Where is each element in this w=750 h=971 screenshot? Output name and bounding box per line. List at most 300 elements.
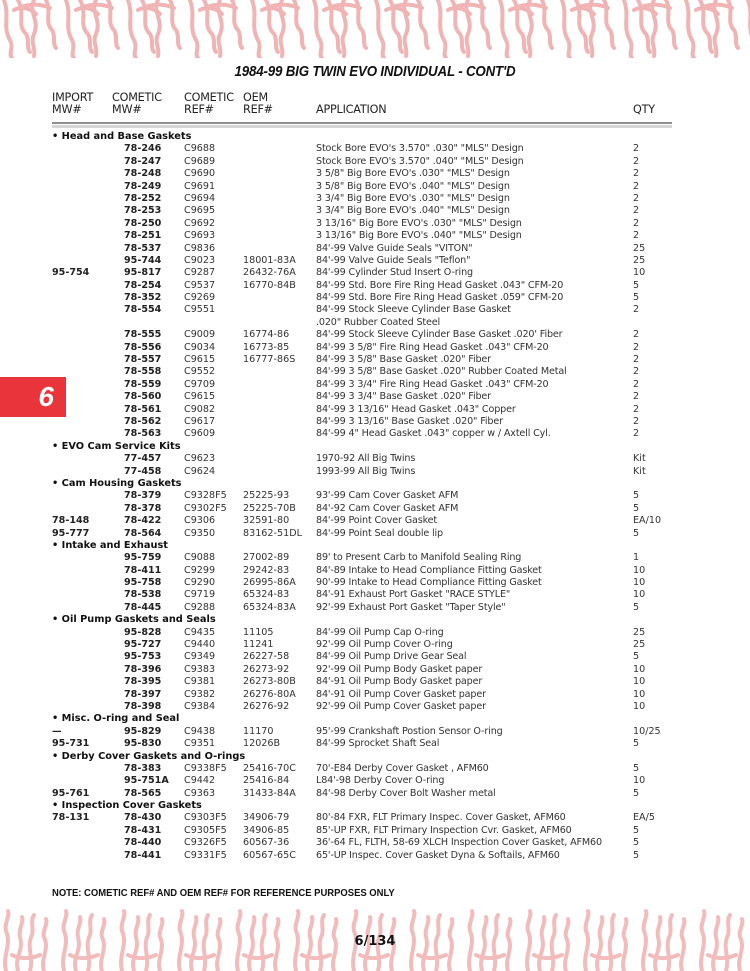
cometic-ref-cell: C9331F5 — [184, 849, 227, 861]
cometic-mw-cell: 78-559 — [124, 378, 162, 390]
application-cell: 84'-99 Point Seal double lip — [316, 527, 443, 539]
cometic-mw-cell: 95-828 — [124, 626, 162, 638]
qty-cell: 10/25 — [633, 725, 661, 737]
qty-cell: 2 — [633, 180, 640, 192]
section-heading: • Oil Pump Gaskets and Seals — [52, 614, 216, 626]
cometic-ref-cell: C9692 — [184, 217, 216, 229]
application-cell: 84'-99 Std. Bore Fire Ring Head Gasket .059" CFM-20 — [316, 292, 564, 304]
cometic-ref-cell: C9382 — [184, 688, 216, 700]
cometic-mw-cell: 78-445 — [124, 601, 162, 613]
application-cell: 90'-99 Intake to Head Compliance Fitting Gasket — [316, 577, 542, 589]
cometic-ref-cell: C9690 — [184, 168, 216, 180]
qty-cell: 10 — [633, 564, 646, 576]
table-row — [52, 627, 692, 639]
application-cell: Stock Bore EVO's 3.570" .030" "MLS" Design — [316, 143, 524, 155]
cometic-ref-cell: C9350 — [184, 527, 216, 539]
cometic-mw-cell: 78-398 — [124, 700, 162, 712]
cometic-ref-cell: C9269 — [184, 292, 216, 304]
qty-cell: 10 — [633, 663, 646, 675]
table-row — [52, 738, 692, 750]
cometic-mw-cell: 78-249 — [124, 180, 162, 192]
cometic-mw-cell: 95-758 — [124, 577, 162, 589]
cometic-ref-cell: C9615 — [184, 354, 216, 366]
cometic-ref-cell: C9551 — [184, 304, 216, 316]
col-oem-ref-line2: REF# — [243, 103, 273, 116]
cometic-ref-cell: C9537 — [184, 279, 216, 291]
oem-ref-cell: 27002-89 — [243, 552, 290, 564]
oem-ref-cell: 26273-92 — [243, 663, 290, 675]
parts-table — [52, 131, 692, 862]
cometic-mw-cell: 77-458 — [124, 465, 162, 477]
cometic-mw-cell: 78-560 — [124, 391, 162, 403]
cometic-mw-cell: 78-441 — [124, 849, 162, 861]
cometic-ref-cell: C9615 — [184, 391, 216, 403]
import-mw-cell: 95-761 — [52, 787, 90, 799]
application-cell: 84'-91 Exhaust Port Gasket "RACE STYLE" — [316, 589, 511, 601]
oem-ref-cell: 26276-92 — [243, 700, 290, 712]
table-row — [52, 528, 692, 540]
application-cell: 3 5/8" Big Bore EVO's .030" "MLS" Design — [316, 168, 510, 180]
qty-cell: 5 — [633, 601, 640, 613]
cometic-mw-cell: 95-753 — [124, 651, 162, 663]
table-row — [52, 453, 692, 465]
application-cell: L84'-98 Derby Cover O-ring — [316, 775, 445, 787]
oem-ref-cell: 25416-70C — [243, 762, 296, 774]
col-import-mw-line2: MW# — [52, 103, 82, 116]
table-row — [52, 701, 692, 713]
table-row — [52, 181, 692, 193]
cometic-mw-cell: 78-562 — [124, 415, 162, 427]
qty-cell: 10 — [633, 589, 646, 601]
header-rule-light — [52, 125, 672, 128]
table-row — [52, 602, 692, 614]
cometic-ref-cell: C9290 — [184, 577, 216, 589]
qty-cell: 2 — [633, 403, 640, 415]
oem-ref-cell: 25225-93 — [243, 490, 290, 502]
qty-cell: 5 — [633, 527, 640, 539]
cometic-mw-cell: 95-817 — [124, 267, 162, 279]
qty-cell: 25 — [633, 626, 646, 638]
qty-cell: 10 — [633, 267, 646, 279]
oem-ref-cell: 25225-70B — [243, 502, 296, 514]
oem-ref-cell: 11105 — [243, 626, 274, 638]
oem-ref-cell: 29242-83 — [243, 564, 290, 576]
qty-cell: 5 — [633, 279, 640, 291]
application-cell: 84'-99 3 3/4" Base Gasket .020" Fiber — [316, 391, 491, 403]
application-cell: 84'-99 Valve Guide Seals "VITON" — [316, 242, 473, 254]
oem-ref-cell: 26273-80B — [243, 676, 296, 688]
flame-banner-top — [0, 0, 750, 58]
application-cell: 93'-99 Cam Cover Gasket AFM — [316, 490, 459, 502]
table-row — [52, 466, 692, 478]
oem-ref-cell: 11241 — [243, 639, 274, 651]
cometic-ref-cell: C9328F5 — [184, 490, 227, 502]
col-cometic-mw-line2: MW# — [112, 103, 142, 116]
application-cell: 3 3/4" Big Bore EVO's .030" "MLS" Design — [316, 192, 510, 204]
oem-ref-cell: 11170 — [243, 725, 274, 737]
oem-ref-cell: 16773-85 — [243, 341, 290, 353]
cometic-mw-cell: 78-352 — [124, 292, 162, 304]
col-cometic-mw-line1: COMETIC — [112, 91, 162, 104]
cometic-ref-cell: C9719 — [184, 589, 216, 601]
cometic-mw-cell: 78-554 — [124, 304, 162, 316]
application-cell: 84'-99 Valve Guide Seals "Teflon" — [316, 254, 471, 266]
table-row — [52, 416, 692, 428]
qty-cell: 10 — [633, 700, 646, 712]
application-cell: 84'-99 3 13/16" Base Gasket .020" Fiber — [316, 415, 503, 427]
qty-cell: 2 — [633, 329, 640, 341]
table-row — [52, 676, 692, 688]
application-cell: 92'-99 Exhaust Port Gasket "Taper Style" — [316, 601, 506, 613]
application-cell: 84'-99 Point Cover Gasket — [316, 515, 438, 527]
cometic-ref-cell: C9305F5 — [184, 824, 227, 836]
oem-ref-cell: 34906-79 — [243, 812, 290, 824]
cometic-ref-cell: C9694 — [184, 192, 216, 204]
col-oem-ref-line1: OEM — [243, 91, 268, 104]
application-cell: 84'-99 3 5/8" Fire Ring Head Gasket .043" CFM-20 — [316, 341, 549, 353]
application-cell: 1993-99 All Big Twins — [316, 465, 416, 477]
qty-cell: 5 — [633, 502, 640, 514]
qty-cell: 10 — [633, 577, 646, 589]
cometic-mw-cell: 78-383 — [124, 762, 162, 774]
qty-cell: 10 — [633, 688, 646, 700]
qty-cell: Kit — [633, 453, 646, 465]
table-row — [52, 404, 692, 416]
cometic-ref-cell: C9023 — [184, 254, 216, 266]
qty-cell: 2 — [633, 366, 640, 378]
qty-cell: 2 — [633, 143, 640, 155]
table-row — [52, 329, 692, 341]
qty-cell: 2 — [633, 354, 640, 366]
application-cell: 84'-99 3 5/8" Base Gasket .020" Rubber Coated Metal — [316, 366, 567, 378]
section-heading: • Cam Housing Gaskets — [52, 477, 182, 489]
qty-cell: 5 — [633, 849, 640, 861]
table-row — [52, 763, 692, 775]
application-cell: 3 5/8" Big Bore EVO's .040" "MLS" Design — [316, 180, 510, 192]
oem-ref-cell: 60567-65C — [243, 849, 296, 861]
table-row — [52, 267, 692, 279]
cometic-mw-cell: 78-431 — [124, 824, 162, 836]
cometic-mw-cell: 78-252 — [124, 192, 162, 204]
oem-ref-cell: 34906-85 — [243, 824, 290, 836]
table-row — [52, 193, 692, 205]
table-row — [52, 726, 692, 738]
table-row — [52, 651, 692, 663]
application-cell: 36'-64 FL, FLTH, 58-69 XLCH Inspection Cover Gasket, AFM60 — [316, 837, 602, 849]
application-cell: 84'-99 3 3/4" Fire Ring Head Gasket .043" CFM-20 — [316, 378, 549, 390]
import-mw-cell: 78-148 — [52, 515, 90, 527]
cometic-mw-cell: 95-744 — [124, 254, 162, 266]
cometic-ref-cell: C9288 — [184, 601, 216, 613]
application-cell: 85'-UP FXR, FLT Primary Inspection Cvr. Gasket, AFM60 — [316, 824, 572, 836]
table-row — [52, 552, 692, 564]
cometic-mw-cell: 78-397 — [124, 688, 162, 700]
cometic-mw-cell: 78-251 — [124, 230, 162, 242]
cometic-ref-cell: C9617 — [184, 415, 216, 427]
cometic-ref-cell: C9442 — [184, 775, 216, 787]
oem-ref-cell: 26995-86A — [243, 577, 296, 589]
table-row — [52, 788, 692, 800]
qty-cell: 5 — [633, 762, 640, 774]
application-cell: 84'-91 Oil Pump Body Gasket paper — [316, 676, 483, 688]
application-cell: 84'-99 Sprocket Shaft Seal — [316, 738, 440, 750]
col-qty: QTY — [633, 103, 655, 116]
cometic-mw-cell: 78-246 — [124, 143, 162, 155]
cometic-mw-cell: 78-395 — [124, 676, 162, 688]
cometic-mw-cell: 95-830 — [124, 738, 162, 750]
application-cell: 89' to Present Carb to Manifold Sealing Ring — [316, 552, 522, 564]
oem-ref-cell: 12026B — [243, 738, 281, 750]
cometic-mw-cell: 78-557 — [124, 354, 162, 366]
application-cell: 84'-99 Std. Bore Fire Ring Head Gasket .043" CFM-20 — [316, 279, 564, 291]
page-number: 6/134 — [354, 934, 396, 949]
col-cometic-ref — [184, 92, 234, 116]
table-row — [52, 243, 692, 255]
qty-cell: 2 — [633, 230, 640, 242]
qty-cell: 1 — [633, 552, 640, 564]
application-cell: 84'-99 Oil Pump Cap O-ring — [316, 626, 444, 638]
application-cell: 84'-99 Stock Sleeve Cylinder Base Gasket — [316, 304, 511, 316]
cometic-mw-cell: 78-555 — [124, 329, 162, 341]
application-cell: 84'-92 Cam Cover Gasket AFM — [316, 502, 459, 514]
cometic-ref-cell: C9363 — [184, 787, 216, 799]
application-cell: 70'-E84 Derby Cover Gasket , AFM60 — [316, 762, 489, 774]
cometic-ref-cell: C9384 — [184, 700, 216, 712]
cometic-ref-cell: C9338F5 — [184, 762, 227, 774]
import-mw-cell: 78-131 — [52, 812, 90, 824]
col-cometic-ref-line2: REF# — [184, 103, 214, 116]
qty-cell: 2 — [633, 192, 640, 204]
cometic-ref-cell: C9349 — [184, 651, 216, 663]
cometic-ref-cell: C9691 — [184, 180, 216, 192]
cometic-mw-cell: 78-254 — [124, 279, 162, 291]
application-cell: 84'-99 3 5/8" Base Gasket .020" Fiber — [316, 354, 491, 366]
cometic-mw-cell: 78-558 — [124, 366, 162, 378]
cometic-ref-cell: C9438 — [184, 725, 216, 737]
oem-ref-cell: 65324-83A — [243, 601, 296, 613]
oem-ref-cell: 16777-86S — [243, 354, 296, 366]
table-row — [52, 577, 692, 589]
application-cell: 92'-99 Oil Pump Body Gasket paper — [316, 663, 483, 675]
cometic-ref-cell: C9624 — [184, 465, 216, 477]
cometic-mw-cell: 78-411 — [124, 564, 162, 576]
section-heading: • Intake and Exhaust — [52, 539, 168, 551]
oem-ref-cell: 26227-58 — [243, 651, 290, 663]
qty-cell: 2 — [633, 168, 640, 180]
cometic-mw-cell: 78-565 — [124, 787, 162, 799]
cometic-ref-cell: C9695 — [184, 205, 216, 217]
cometic-mw-cell: 78-253 — [124, 205, 162, 217]
oem-ref-cell: 16770-84B — [243, 279, 296, 291]
application-cell: 3 13/16" Big Bore EVO's .030" "MLS" Design — [316, 217, 522, 229]
table-row — [52, 156, 692, 168]
qty-cell: 5 — [633, 292, 640, 304]
table-row — [52, 825, 692, 837]
oem-ref-cell: 31433-84A — [243, 787, 296, 799]
cometic-mw-cell: 78-422 — [124, 515, 162, 527]
table-row — [52, 317, 692, 329]
application-cell: 1970-92 All Big Twins — [316, 453, 416, 465]
table-row — [52, 168, 692, 180]
table-row — [52, 218, 692, 230]
application-cell: 3 3/4" Big Bore EVO's .040" "MLS" Design — [316, 205, 510, 217]
cometic-mw-cell: 95-751A — [124, 775, 169, 787]
application-cell: 3 13/16" Big Bore EVO's .040" "MLS" Design — [316, 230, 522, 242]
cometic-ref-cell: C9381 — [184, 676, 216, 688]
cometic-ref-cell: C9351 — [184, 738, 216, 750]
application-cell: 84'-89 Intake to Head Compliance Fitting Gasket — [316, 564, 542, 576]
qty-cell: EA/5 — [633, 812, 655, 824]
oem-ref-cell: 26432-76A — [243, 267, 296, 279]
cometic-mw-cell: 78-396 — [124, 663, 162, 675]
cometic-ref-cell: C9440 — [184, 639, 216, 651]
cometic-ref-cell: C9609 — [184, 428, 216, 440]
cometic-ref-cell: C9688 — [184, 143, 216, 155]
table-row — [52, 230, 692, 242]
table-row — [52, 366, 692, 378]
table-row — [52, 565, 692, 577]
cometic-ref-cell: C9836 — [184, 242, 216, 254]
cometic-mw-cell: 78-440 — [124, 837, 162, 849]
qty-cell: 5 — [633, 787, 640, 799]
cometic-ref-cell: C9009 — [184, 329, 216, 341]
section-heading: • Inspection Cover Gaskets — [52, 800, 202, 812]
table-row — [52, 664, 692, 676]
section-heading: • Derby Cover Gaskets and O-rings — [52, 750, 246, 762]
cometic-mw-cell: 78-564 — [124, 527, 162, 539]
table-row — [52, 589, 692, 601]
cometic-ref-cell: C9287 — [184, 267, 216, 279]
cometic-mw-cell: 78-378 — [124, 502, 162, 514]
col-application: APPLICATION — [316, 103, 387, 116]
cometic-ref-cell: C9383 — [184, 663, 216, 675]
application-cell: 84'-98 Derby Cover Bolt Washer metal — [316, 787, 496, 799]
table-row — [52, 639, 692, 651]
application-cell: 92'-99 Oil Pump Cover O-ring — [316, 639, 453, 651]
import-mw-cell: — — [52, 725, 62, 737]
cometic-ref-cell: C9623 — [184, 453, 216, 465]
cometic-mw-cell: 78-379 — [124, 490, 162, 502]
import-mw-cell: 95-731 — [52, 738, 90, 750]
section-tab — [0, 377, 66, 417]
table-row — [52, 304, 692, 316]
col-import-mw — [52, 92, 93, 116]
cometic-mw-cell: 78-538 — [124, 589, 162, 601]
cometic-ref-cell: C9693 — [184, 230, 216, 242]
qty-cell: 2 — [633, 428, 640, 440]
section-tab-number: 6 — [38, 381, 54, 412]
qty-cell: 10 — [633, 676, 646, 688]
table-row — [52, 850, 692, 862]
header-rule-dark — [52, 122, 672, 124]
cometic-ref-cell: C9552 — [184, 366, 216, 378]
oem-ref-cell: 60567-36 — [243, 837, 290, 849]
table-row — [52, 280, 692, 292]
application-cell: Stock Bore EVO's 3.570" .040" "MLS" Design — [316, 155, 524, 167]
cometic-mw-cell: 78-563 — [124, 428, 162, 440]
oem-ref-cell: 32591-80 — [243, 515, 290, 527]
table-row — [52, 503, 692, 515]
application-cell: 84'-99 4" Head Gasket .043" copper w / Axtell Cyl. — [316, 428, 551, 440]
oem-ref-cell: 18001-83A — [243, 254, 296, 266]
flame-pattern-icon — [0, 0, 750, 58]
oem-ref-cell: 65324-83 — [243, 589, 290, 601]
qty-cell: 25 — [633, 242, 646, 254]
table-row — [52, 342, 692, 354]
cometic-ref-cell: C9088 — [184, 552, 216, 564]
cometic-mw-cell: 78-247 — [124, 155, 162, 167]
table-row — [52, 354, 692, 366]
application-cell: 92'-99 Oil Pump Cover Gasket paper — [316, 700, 486, 712]
col-cometic-mw — [112, 92, 162, 116]
table-row — [52, 292, 692, 304]
qty-cell: 2 — [633, 304, 640, 316]
cometic-ref-cell: C9082 — [184, 403, 216, 415]
cometic-ref-cell: C9435 — [184, 626, 216, 638]
qty-cell: 2 — [633, 378, 640, 390]
page-title: 1984-99 BIG TWIN EVO INDIVIDUAL - CONT'D — [234, 64, 516, 80]
cometic-ref-cell: C9689 — [184, 155, 216, 167]
oem-ref-cell: 83162-51DL — [243, 527, 302, 539]
table-row — [52, 689, 692, 701]
table-row — [52, 391, 692, 403]
cometic-ref-cell: C9302F5 — [184, 502, 227, 514]
cometic-mw-cell: 78-561 — [124, 403, 162, 415]
application-cell: 95'-99 Crankshaft Postion Sensor O-ring — [316, 725, 503, 737]
cometic-mw-cell: 95-829 — [124, 725, 162, 737]
qty-cell: 25 — [633, 254, 646, 266]
qty-cell: 5 — [633, 738, 640, 750]
cometic-mw-cell: 78-430 — [124, 812, 162, 824]
qty-cell: EA/10 — [633, 515, 662, 527]
cometic-ref-cell: C9326F5 — [184, 837, 227, 849]
import-mw-cell: 95-777 — [52, 527, 90, 539]
cometic-mw-cell: 78-556 — [124, 341, 162, 353]
application-cell: 84'-99 3 13/16" Head Gasket .043" Copper — [316, 403, 516, 415]
oem-ref-cell: 16774-86 — [243, 329, 290, 341]
qty-cell: 2 — [633, 341, 640, 353]
application-cell: 84'-91 Oil Pump Cover Gasket paper — [316, 688, 486, 700]
table-row — [52, 428, 692, 440]
table-row — [52, 143, 692, 155]
col-import-mw-line1: IMPORT — [52, 91, 94, 104]
col-oem-ref — [243, 92, 273, 116]
section-heading: • Misc. O-ring and Seal — [52, 713, 180, 725]
table-row — [52, 515, 692, 527]
cometic-ref-cell: C9306 — [184, 515, 216, 527]
cometic-mw-cell: 78-250 — [124, 217, 162, 229]
table-row — [52, 837, 692, 849]
cometic-ref-cell: C9299 — [184, 564, 216, 576]
oem-ref-cell: 26276-80A — [243, 688, 296, 700]
section-heading: • Head and Base Gaskets — [52, 131, 192, 142]
cometic-ref-cell: C9303F5 — [184, 812, 227, 824]
qty-cell: 2 — [633, 217, 640, 229]
cometic-mw-cell: 78-248 — [124, 168, 162, 180]
qty-cell: 5 — [633, 490, 640, 502]
col-cometic-ref-line1: COMETIC — [184, 91, 234, 104]
application-cell: 84'-99 Cylinder Stud Insert O-ring — [316, 267, 473, 279]
qty-cell: 2 — [633, 391, 640, 403]
qty-cell: 2 — [633, 155, 640, 167]
qty-cell: 10 — [633, 775, 646, 787]
application-cell: 84'-99 Stock Sleeve Cylinder Base Gasket .020' Fiber — [316, 329, 563, 341]
table-row — [52, 205, 692, 217]
cometic-mw-cell: 95-727 — [124, 639, 162, 651]
application-cell: 84'-99 Oil Pump Drive Gear Seal — [316, 651, 467, 663]
cometic-ref-cell: C9034 — [184, 341, 216, 353]
section-heading: • EVO Cam Service Kits — [52, 440, 181, 452]
